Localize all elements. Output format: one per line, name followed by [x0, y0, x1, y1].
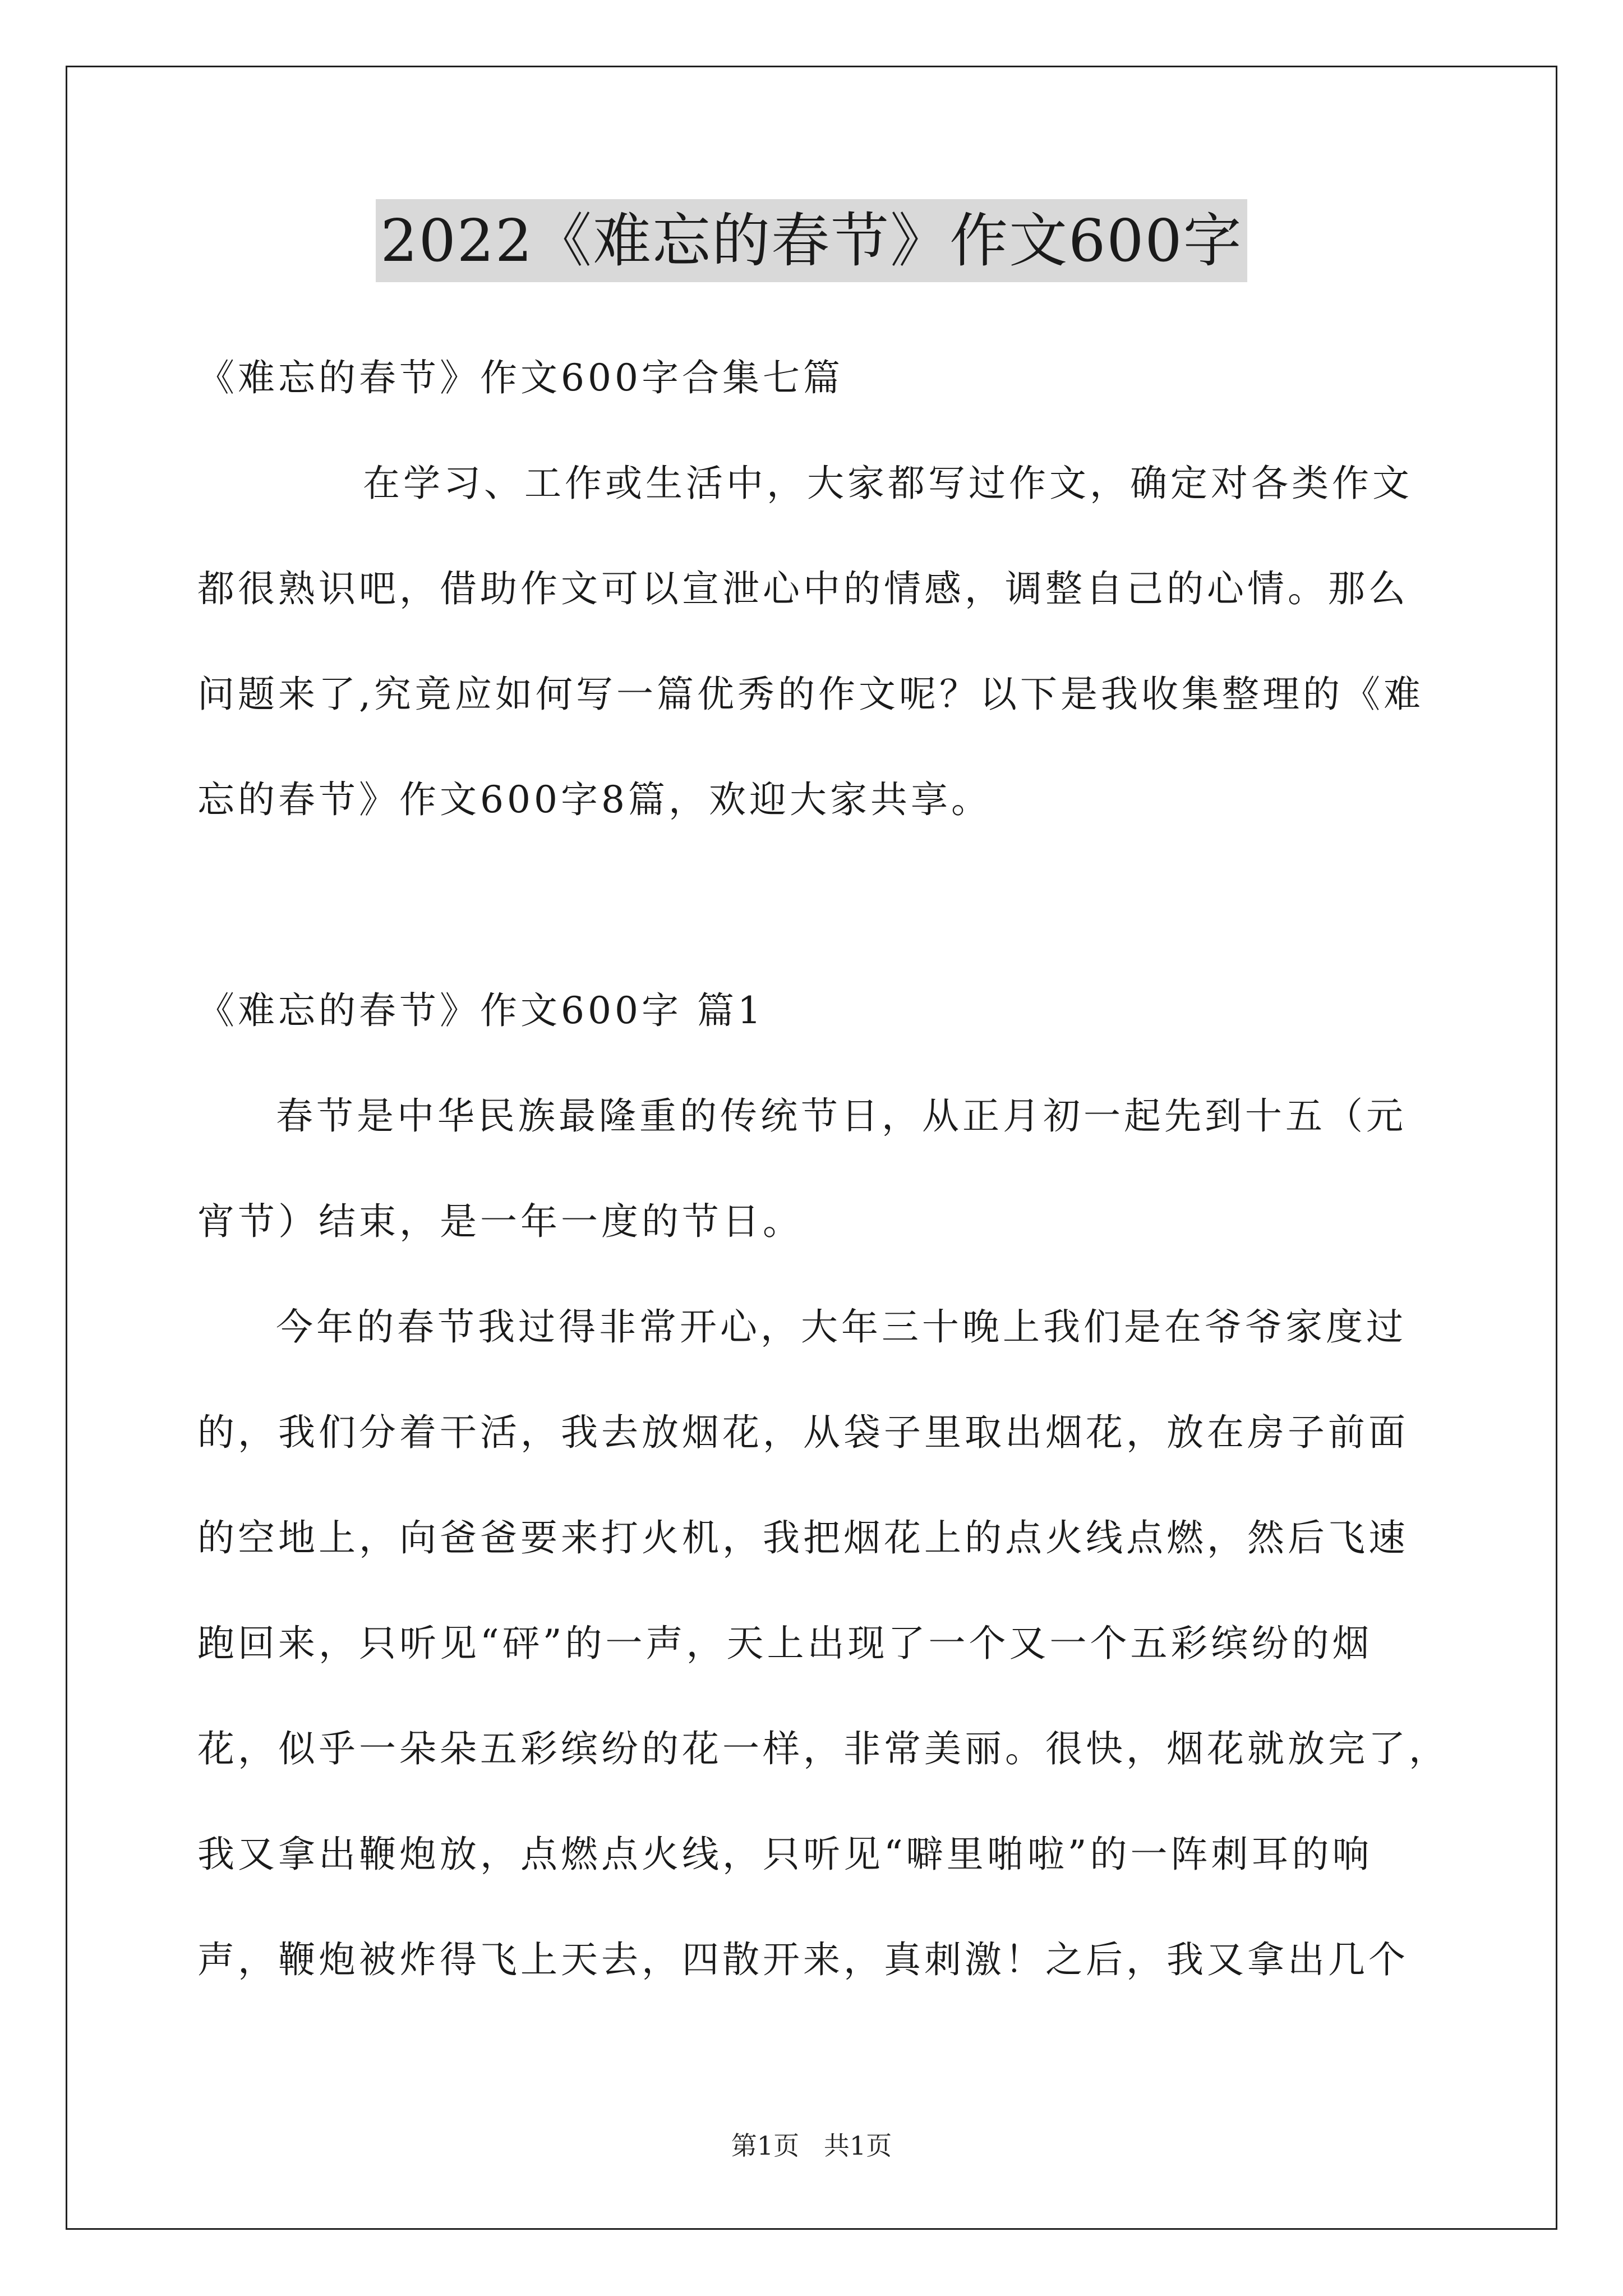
paragraph-line: 花，似乎一朵朵五彩缤纷的花一样，非常美丽。很快，烟花就放完了，: [197, 1727, 1449, 1770]
spacer: [197, 853, 1431, 958]
page-footer: 第1页 共1页: [731, 2131, 892, 2161]
paragraph-line: 今年的春节我过得非常开心，大年三十晚上我们是在爷爷家度过: [276, 1305, 1407, 1349]
paragraph-line: 声，鞭炮被炸得飞上天去，四散开来，真刺激！之后，我又拿出几个: [197, 1938, 1409, 1981]
document-subtitle: 《难忘的春节》作文600字合集七篇: [197, 356, 843, 399]
paragraph-line: 宵节）结束，是一年一度的节日。: [197, 1200, 803, 1243]
section-heading: 《难忘的春节》作文600字 篇1: [197, 989, 764, 1032]
intro-line: 在学习、工作或生活中，大家都写过作文，确定对各类作文: [363, 462, 1413, 505]
paragraph-line: 的，我们分着干活，我去放烟花，从袋子里取出烟花，放在房子前面: [197, 1411, 1409, 1454]
title-container: [0, 199, 1623, 282]
intro-line: 问题来了,究竟应如何写一篇优秀的作文呢？以下是我收集整理的《难: [197, 673, 1424, 716]
paragraph-line: 我又拿出鞭炮放，点燃点火线，只听见“噼里啪啦”的一阵刺耳的响: [197, 1833, 1373, 1876]
paragraph-line: 的空地上，向爸爸要来打火机，我把烟花上的点火线点燃，然后飞速: [197, 1516, 1409, 1559]
intro-line: 都很熟识吧，借助作文可以宣泄心中的情感，调整自己的心情。那么: [197, 567, 1409, 610]
paragraph-line: 春节是中华民族最隆重的传统节日，从正月初一起先到十五（元: [276, 1094, 1407, 1138]
document-body: [197, 325, 1449, 2013]
document-title: 2022《难忘的春节》作文600字: [376, 199, 1247, 282]
intro-line: 忘的春节》作文600字8篇，欢迎大家共享。: [197, 778, 992, 821]
paragraph-line: 跑回来，只听见“砰”的一声，天上出现了一个又一个五彩缤纷的烟: [197, 1622, 1373, 1665]
